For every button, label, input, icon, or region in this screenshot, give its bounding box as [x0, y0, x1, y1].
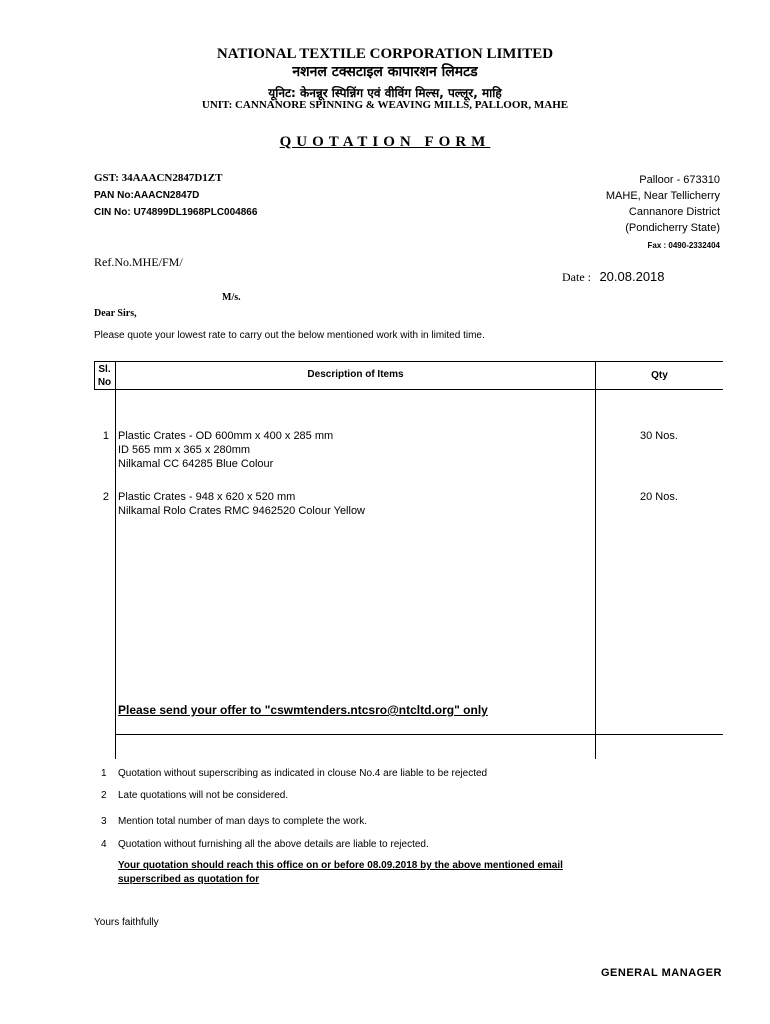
note-1-num: 1: [101, 768, 107, 779]
row-1-qty: 30 Nos.: [640, 430, 678, 442]
table-top-border: [94, 361, 723, 362]
form-title: QUOTATION FORM: [279, 134, 491, 150]
gst-number: GST: 34AAACN2847D1ZT: [94, 172, 223, 184]
cin-number: CIN No: U74899DL1968PLC004866: [94, 207, 258, 218]
closing: Yours faithfully: [94, 917, 159, 928]
address-line-1: Palloor - 673310: [639, 174, 720, 186]
deadline-line-2: superscribed as quotation for: [118, 874, 260, 885]
note-2-text: Late quotations will not be considered.: [118, 790, 289, 801]
row-1-sl: 1: [102, 430, 109, 442]
row-2-description: Plastic Crates - 948 x 620 x 520 mm Nilkamal Rolo Crates RMC 9462520 Colour Yellow: [118, 491, 366, 517]
date-row: [562, 268, 665, 286]
address-block: [606, 172, 720, 236]
note-3-text: Mention total number of man days to complete the work.: [118, 816, 368, 827]
note-4-num: 4: [101, 839, 107, 850]
intro-text: Please quote your lowest rate to carry out the below mentioned work with in limited time.: [94, 330, 485, 341]
address-line-2: MAHE, Near Tellicherry: [605, 190, 720, 202]
fax-number: Fax : 0490-2332404: [647, 241, 720, 250]
date-label: Date :: [562, 270, 591, 284]
row-2-qty: 20 Nos.: [640, 491, 678, 503]
table-col-divider-1: [115, 361, 116, 759]
org-name: NATIONAL TEXTILE CORPORATION LIMITED: [216, 46, 554, 62]
row-2-sl: 2: [102, 491, 109, 503]
row-1-description: Plastic Crates - OD 600mm x 400 x 285 mm ID 565 mm x 365 x 280mm Nilkamal CC 64285 Blue Colour: [118, 430, 334, 470]
note-4-text: Quotation without furnishing all the above details are liable to rejected.: [118, 839, 429, 850]
unit-name-hindi: यूनिट: केनन्नूर स्पिन्निंग एवं वीविंग मिल्स, पल्लूर, माहि: [268, 86, 502, 100]
note-3-num: 3: [101, 816, 107, 827]
header-sl-no: Sl. No: [97, 364, 112, 388]
org-name-hindi: नशनल टक्सटाइल कापारशन लिमटड: [292, 64, 478, 80]
note-2-num: 2: [101, 790, 107, 801]
header-description: Description of Items: [307, 369, 404, 380]
header-qty: Qty: [651, 370, 668, 381]
unit-name: UNIT: CANNANORE SPINNING & WEAVING MILLS, PALLOOR, MAHE: [201, 99, 569, 111]
pan-number: PAN No:AAACN2847D: [94, 190, 200, 201]
salutation: Dear Sirs,: [94, 308, 137, 319]
signatory: GENERAL MANAGER: [601, 967, 722, 979]
reference-number: Ref.No.MHE/FM/: [94, 255, 183, 269]
offer-email-note: Please send your offer to "cswmtenders.ntcsro@ntcltd.org" only: [118, 703, 488, 717]
note-1-text: Quotation without superscribing as indicated in clouse No.4 are liable to be rejected: [118, 768, 488, 779]
table-footer-border: [115, 734, 723, 735]
address-line-3: Cannanore District: [628, 206, 720, 218]
recipient-label: M/s.: [222, 292, 241, 303]
date-value: 20.08.2018: [599, 269, 665, 284]
table-header-border: [94, 389, 723, 390]
deadline-line-1: Your quotation should reach this office on or before 08.09.2018 by the above mentioned email: [118, 860, 563, 871]
table-col-divider-2: [595, 361, 596, 759]
address-line-4: (Pondicherry State): [625, 222, 720, 234]
